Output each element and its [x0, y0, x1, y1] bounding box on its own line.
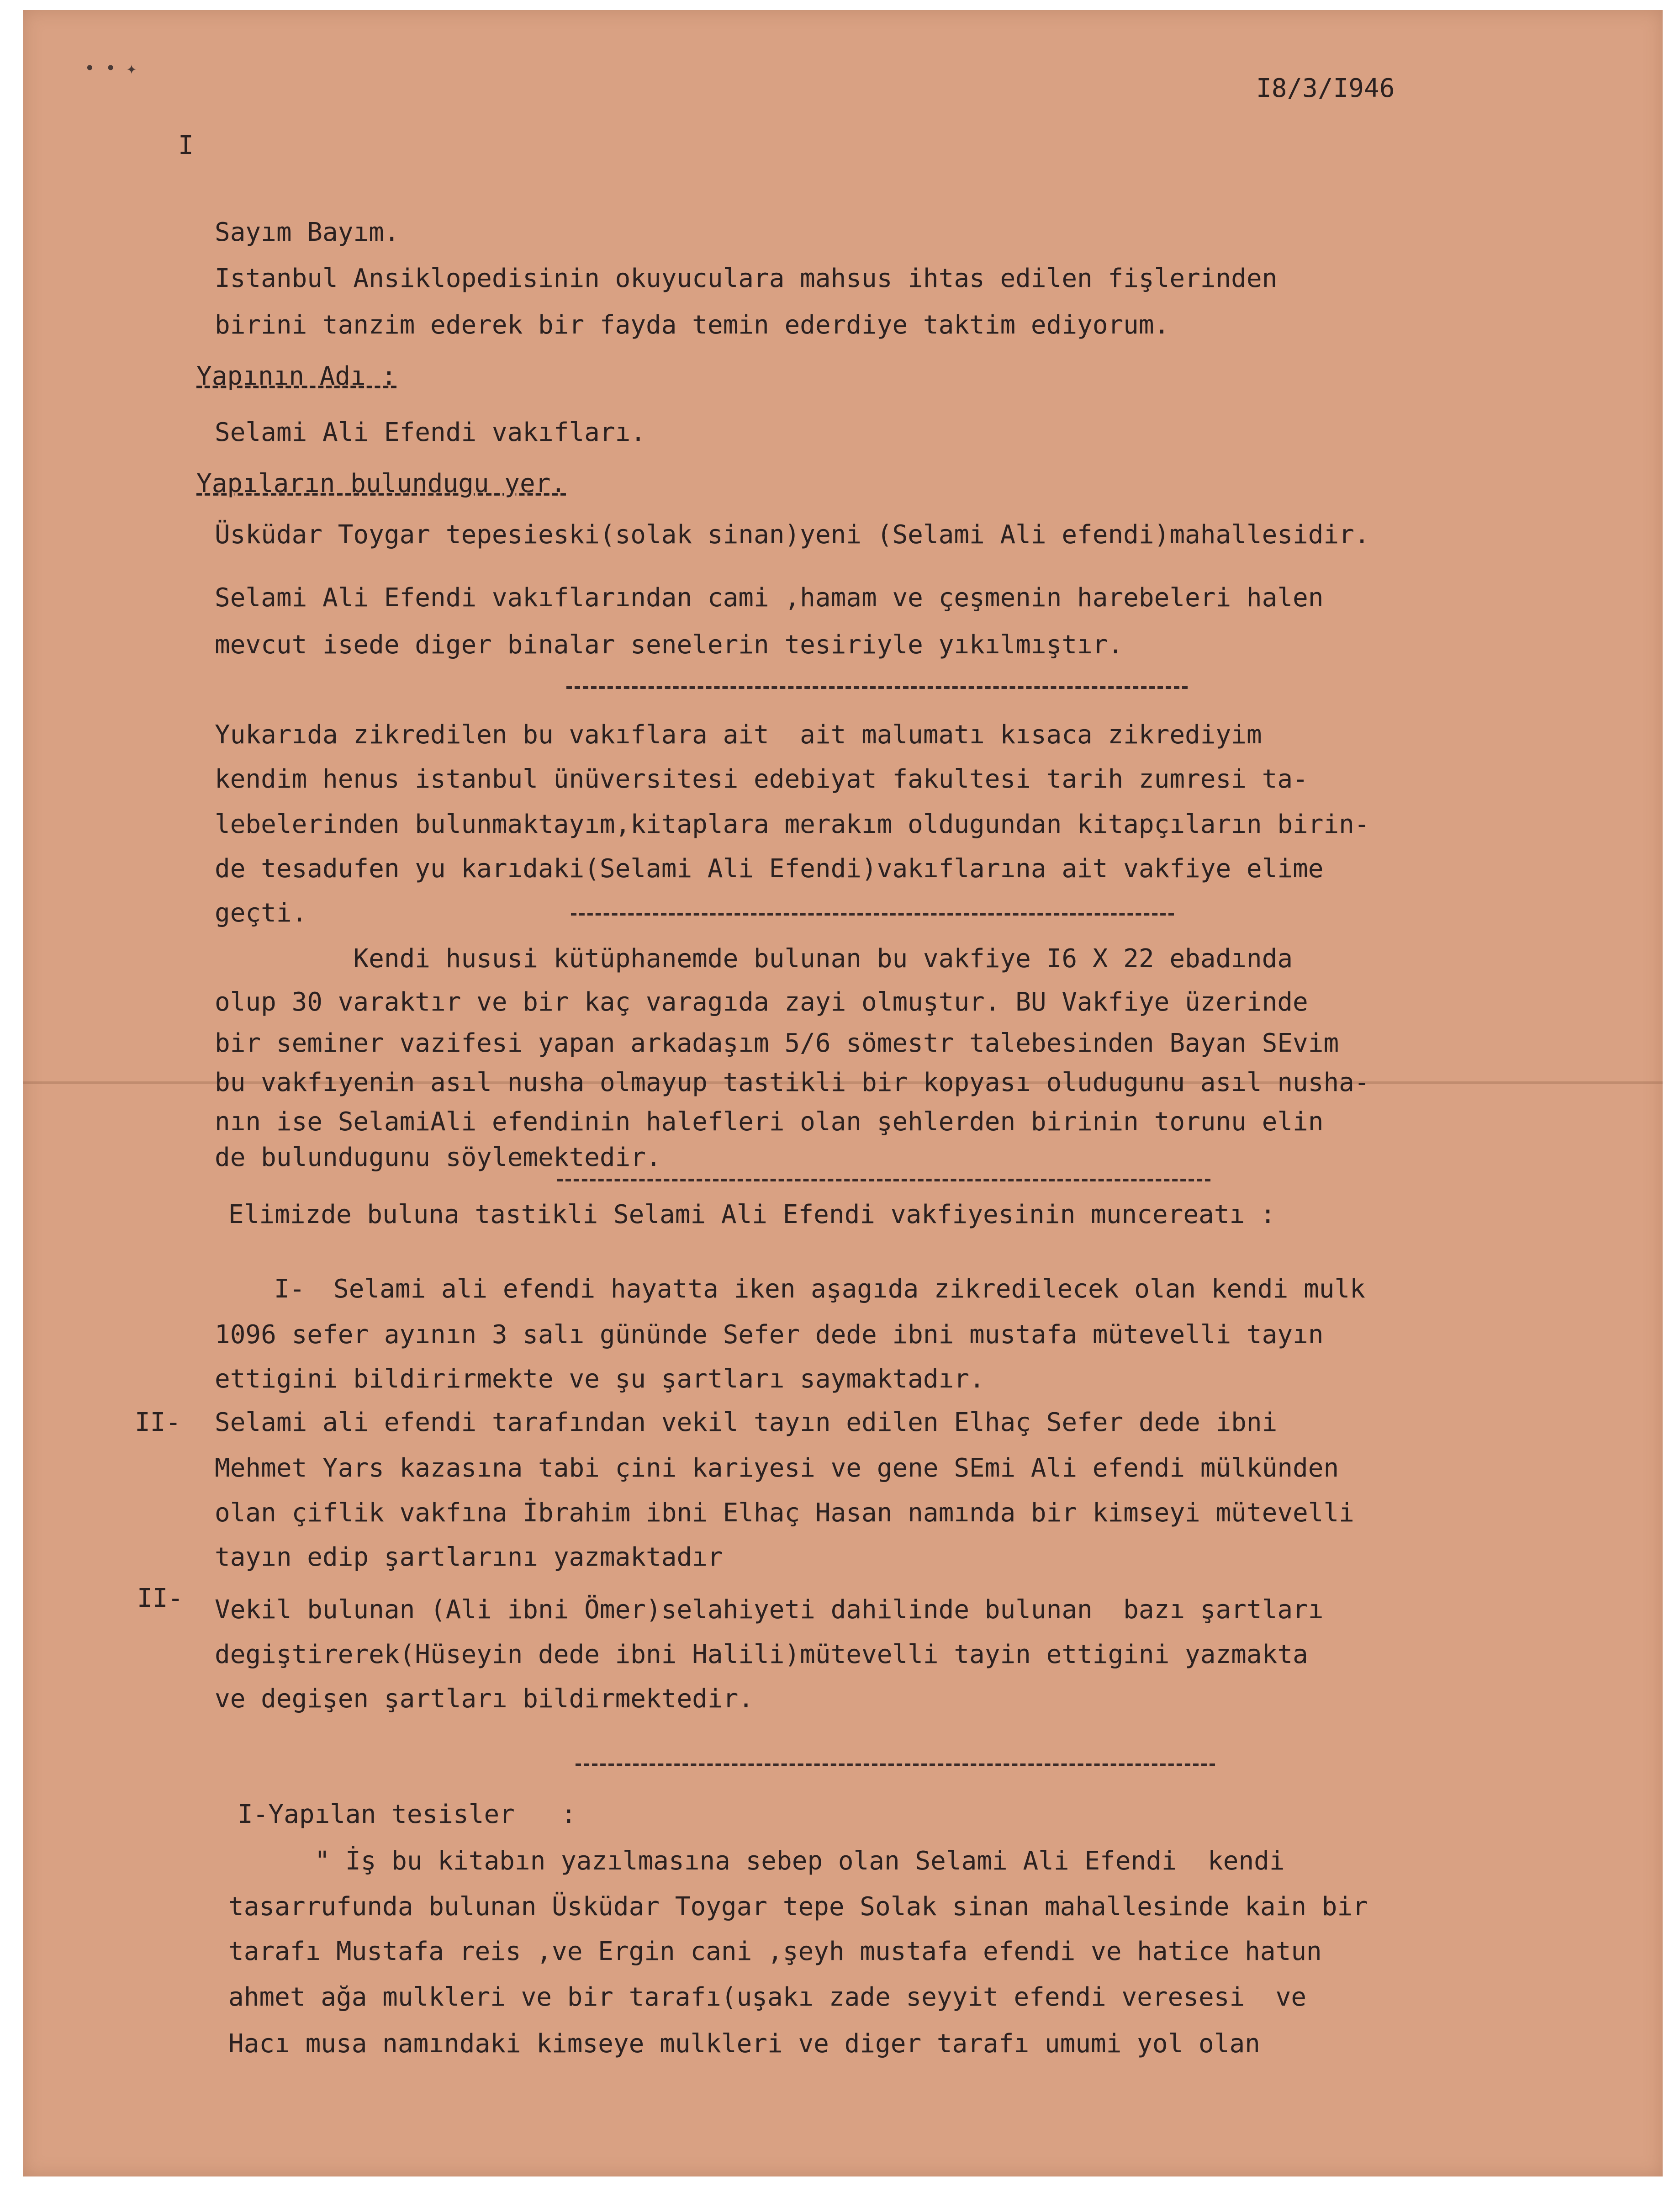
vakfiye-line: nın ise SelamiAli efendinin halefleri olan şehlerden birinin torunu elin: [215, 1107, 1324, 1137]
building-name: Selami Ali Efendi vakıfları.: [215, 418, 646, 447]
page-marker: I: [178, 131, 194, 160]
intro-line: Istanbul Ansiklopedisinin okuyuculara mahsus ihtas edilen fişlerinden: [215, 264, 1278, 293]
source-line: geçti.: [215, 898, 307, 928]
vakfiye-line: bu vakfıyenin asıl nusha olmayup tastikli bir kopyası oludugunu asıl nusha-: [215, 1068, 1370, 1097]
facilities-line: Hacı musa namındaki kimseye mulkleri ve diger tarafı umumi yol olan: [228, 2029, 1260, 2059]
facilities-line: tarafı Mustafa reis ,ve Ergin cani ,şeyh mustafa efendi ve hatice hatun: [228, 1937, 1322, 1966]
item-i-line: ettigini bildirirmekte ve şu şartları saymaktadır.: [215, 1364, 985, 1394]
typewritten-letter-page: [23, 10, 1663, 2176]
vakfiye-line: Kendi hususi kütüphanemde bulunan bu vakfiye I6 X 22 ebadında: [215, 944, 1293, 974]
item-iii-line: ve degişen şartları bildirmektedir.: [215, 1684, 754, 1714]
dashed-separator: [557, 1179, 1210, 1181]
source-line: Yukarıda zikredilen bu vakıflara ait ait malumatı kısaca zikrediyim: [215, 720, 1262, 750]
building-location: Üsküdar Toygar tepesieski(solak sinan)yeni (Selami Ali efendi)mahallesidir.: [215, 520, 1370, 550]
letter-date: I8/3/I946: [1256, 74, 1395, 103]
item-ii-line: Mehmet Yars kazasına tabi çini kariyesi ve gene SEmi Ali efendi mülkünden: [215, 1453, 1339, 1483]
item-iii-line: degiştirerek(Hüseyin dede ibni Halili)mütevelli tayin ettigini yazmakta: [215, 1640, 1308, 1669]
dashed-separator: [576, 1763, 1215, 1766]
ruins-line: Selami Ali Efendi vakıflarından cami ,hamam ve çeşmenin harebeleri halen: [215, 583, 1324, 613]
source-line: de tesadufen yu karıdaki(Selami Ali Efendi)vakıflarına ait vakfiye elime: [215, 854, 1324, 884]
vakfiye-line: de bulundugunu söylemektedir.: [215, 1143, 661, 1172]
dashed-separator: [566, 686, 1188, 689]
corner-marks: • • ✦: [85, 58, 137, 78]
item-i-line: Selami ali efendi hayatta iken aşagıda zikredilecek olan kendi mulk: [333, 1274, 1365, 1304]
facilities-heading: I-Yapılan tesisler :: [238, 1800, 576, 1829]
ruins-line: mevcut isede diger binalar senelerin tesiriyle yıkılmıştır.: [215, 630, 1124, 660]
intro-line: birini tanzim ederek bir fayda temin ederdiye taktim ediyorum.: [215, 310, 1170, 340]
item-iii-marker: II-: [137, 1583, 184, 1613]
item-ii-marker: II-: [135, 1408, 181, 1437]
salutation: Sayım Bayım.: [215, 217, 400, 247]
facilities-line: ahmet ağa mulkleri ve bir tarafı(uşakı zade seyyit efendi veresesi ve: [228, 1982, 1307, 2012]
item-ii-line: tayın edip şartlarını yazmaktadır: [215, 1542, 723, 1572]
item-iii-line: Vekil bulunan (Ali ibni Ömer)selahiyeti dahilinde bulunan bazı şartları: [215, 1595, 1324, 1625]
name-heading: Yapının Adı :: [196, 361, 397, 391]
item-i-marker: I-: [274, 1274, 305, 1304]
contents-heading: Elimizde buluna tastikli Selami Ali Efendi vakfiyesinin muncereatı :: [228, 1200, 1276, 1229]
vakfiye-line: olup 30 varaktır ve bir kaç varagıda zayi olmuştur. BU Vakfiye üzerinde: [215, 987, 1308, 1017]
source-line: kendim henus istanbul ünüversitesi edebiyat fakultesi tarih zumresi ta-: [215, 764, 1308, 794]
item-ii-line: Selami ali efendi tarafından vekil tayın edilen Elhaç Sefer dede ibni: [215, 1408, 1278, 1437]
facilities-line: tasarrufunda bulunan Üsküdar Toygar tepe Solak sinan mahallesinde kain bir: [228, 1892, 1368, 1922]
item-i-line: 1096 sefer ayının 3 salı gününde Sefer dede ibni mustafa mütevelli tayın: [215, 1320, 1324, 1350]
item-ii-line: olan çiflik vakfına İbrahim ibni Elhaç Hasan namında bir kimseyi mütevelli: [215, 1498, 1354, 1528]
source-line: lebelerinden bulunmaktayım,kitaplara merakım oldugundan kitapçıların birin-: [215, 810, 1370, 839]
location-heading: Yapıların bulundugu yer.: [196, 469, 566, 498]
dashed-separator: [571, 913, 1174, 916]
vakfiye-line: bir seminer vazifesi yapan arkadaşım 5/6 sömestr talebesinden Bayan SEvim: [215, 1028, 1339, 1058]
facilities-line: " İş bu kitabın yazılmasına sebep olan Selami Ali Efendi kendi: [238, 1846, 1285, 1876]
